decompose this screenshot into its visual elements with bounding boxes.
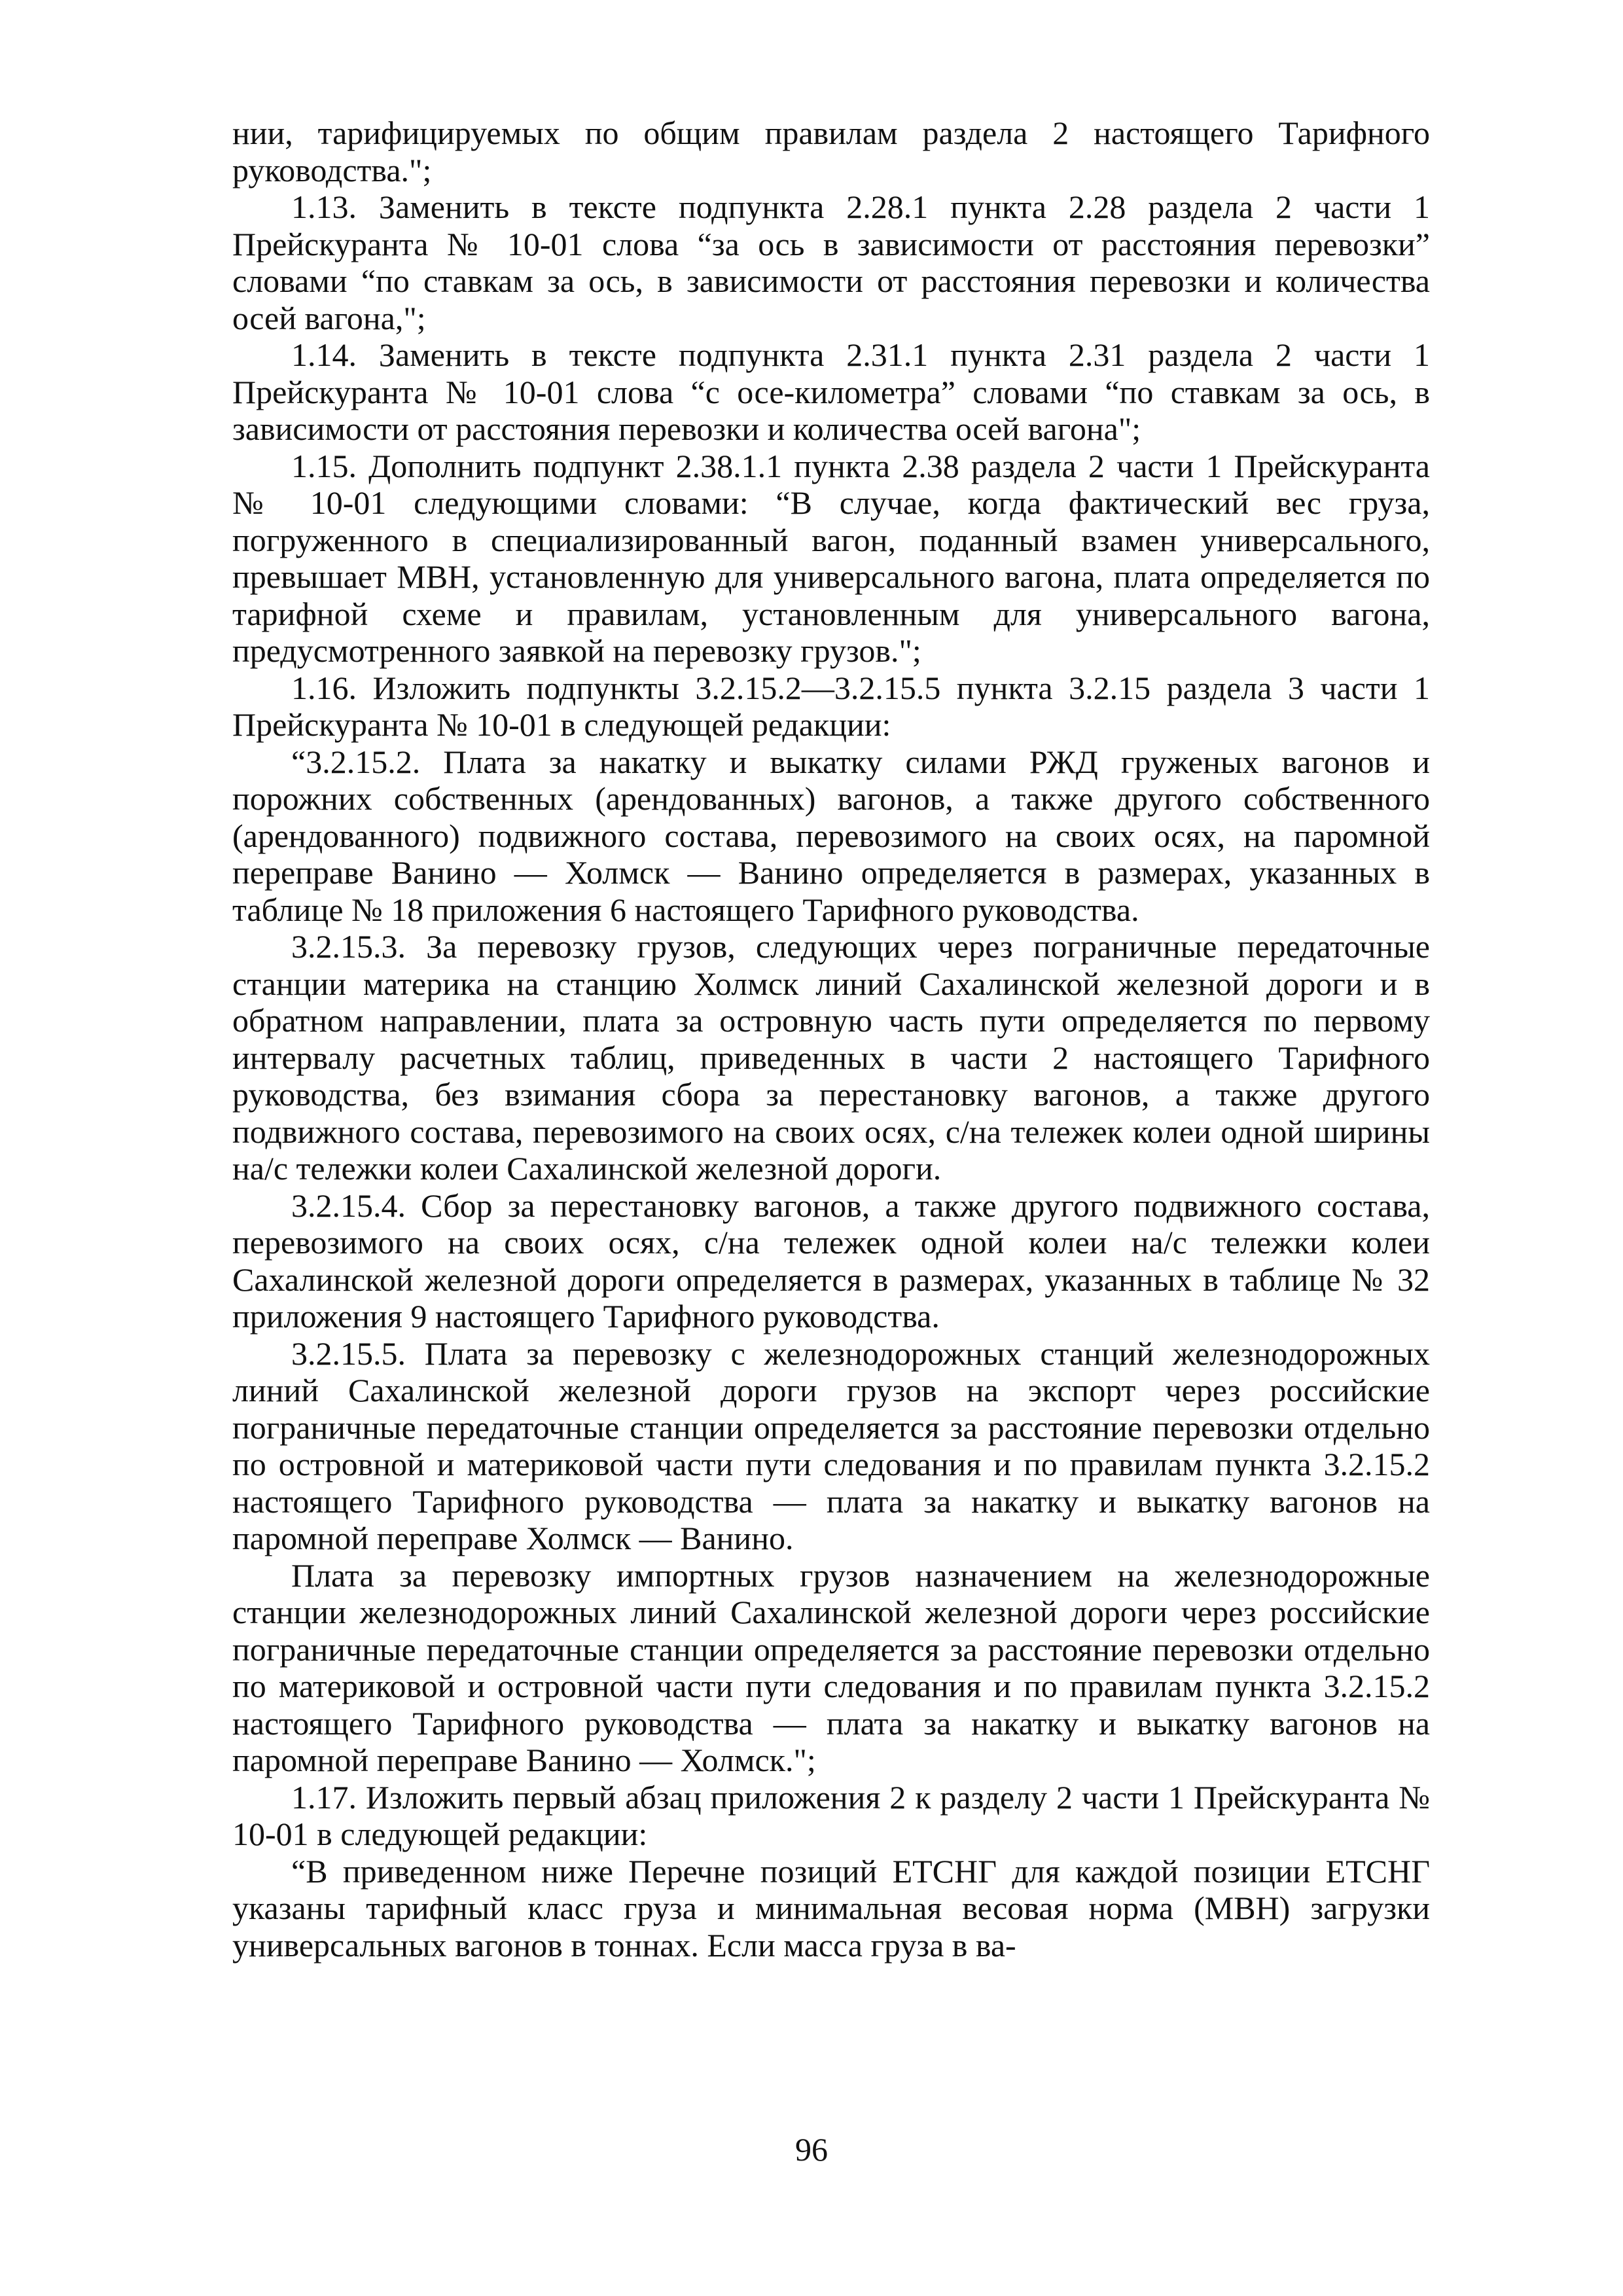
paragraph-quoted-etsng: “В приведенном ниже Перечне позиций ЕТСНГ для каждой позиции ЕТСНГ указаны тарифный класс груза и минимальная весовая норма (МВН) загрузки универсальных вагонов в тоннах. Если масса груза в ва-: [232, 1852, 1430, 1964]
paragraph-continuation: нии, тарифицируемых по общим правилам раздела 2 настоящего Тарифного руководства.";: [232, 115, 1430, 188]
paragraph-import-cargo: Плата за перевозку импортных грузов назначением на железнодорожные станции железнодорожных линий Сахалинской железной дороги через российские пограничные передаточные станции определяется за расстояние перевозки отдельно по материковой и островной части пути следования и по правилам пункта 3.2.15.2 настоящего Тарифного руководства — плата за накатку и выкатку вагонов на паромной переправе Ванино — Холмск.";: [232, 1556, 1430, 1778]
paragraph-3-2-15-4: 3.2.15.4. Сбор за перестановку вагонов, а также другого подвижного состава, перевозимого на своих осях, с/на тележек одной колеи на/с тележки колеи Сахалинской железной дороги определяется в размерах, указанных в таблице № 32 приложения 9 настоящего Тарифного руководства.: [232, 1187, 1430, 1335]
paragraph-1-16: 1.16. Изложить подпункты 3.2.15.2—3.2.15.5 пункта 3.2.15 раздела 3 части 1 Прейскуранта № 10-01 в следующей редакции:: [232, 669, 1430, 743]
paragraph-1-14: 1.14. Заменить в тексте подпункта 2.31.1 пункта 2.31 раздела 2 части 1 Прейскуранта № 10-01 слова “с осе-километра” словами “по ставкам за ось, в зависимости от расстояния перевозки и количества осей вагона";: [232, 336, 1430, 447]
paragraph-1-13: 1.13. Заменить в тексте подпункта 2.28.1 пункта 2.28 раздела 2 части 1 Прейскуранта № 10-01 слова “за ось в зависимости от расстояния перевозки” словами “по ставкам за ось, в зависимости от расстояния перевозки и количества осей вагона,";: [232, 188, 1430, 336]
page-number: 96: [795, 2131, 828, 2168]
paragraph-1-17: 1.17. Изложить первый абзац приложения 2 к разделу 2 части 1 Прейскуранта № 10-01 в следующей редакции:: [232, 1778, 1430, 1852]
paragraph-3-2-15-3: 3.2.15.3. За перевозку грузов, следующих через пограничные передаточные станции материка на станцию Холмск линий Сахалинской железной дороги и в обратном направлении, плата за островную часть пути определяется по первому интервалу расчетных таблиц, приведенных в части 2 настоящего Тарифного руководства, без взимания сбора за перестановку вагонов, а также другого подвижного состава, перевозимого на своих осях, с/на тележек колеи одной ширины на/с тележки колеи Сахалинской железной дороги.: [232, 928, 1430, 1187]
document-body: [232, 115, 1430, 1964]
paragraph-3-2-15-5: 3.2.15.5. Плата за перевозку с железнодорожных станций железнодорожных линий Сахалинской железной дороги грузов на экспорт через российские пограничные передаточные станции определяется за расстояние перевозки отдельно по островной и материковой части пути следования и по правилам пункта 3.2.15.2 настоящего Тарифного руководства — плата за накатку и выкатку вагонов на паромной переправе Холмск — Ванино.: [232, 1335, 1430, 1556]
paragraph-1-15: 1.15. Дополнить подпункт 2.38.1.1 пункта 2.38 раздела 2 части 1 Прейскуранта № 10-01 следующими словами: “В случае, когда фактический вес груза, погруженного в специализированный вагон, поданный взамен универсального, превышает МВН, установленную для универсального вагона, плата определяется по тарифной схеме и правилам, установленным для универсального вагона, предусмотренного заявкой на перевозку грузов.";: [232, 447, 1430, 669]
paragraph-3-2-15-2: “3.2.15.2. Плата за накатку и выкатку силами РЖД груженых вагонов и порожних собственных (арендованных) вагонов, а также другого собственного (арендованного) подвижного состава, перевозимого на своих осях, на паромной переправе Ванино — Холмск — Ванино определяется в размерах, указанных в таблице № 18 приложения 6 настоящего Тарифного руководства.: [232, 743, 1430, 928]
